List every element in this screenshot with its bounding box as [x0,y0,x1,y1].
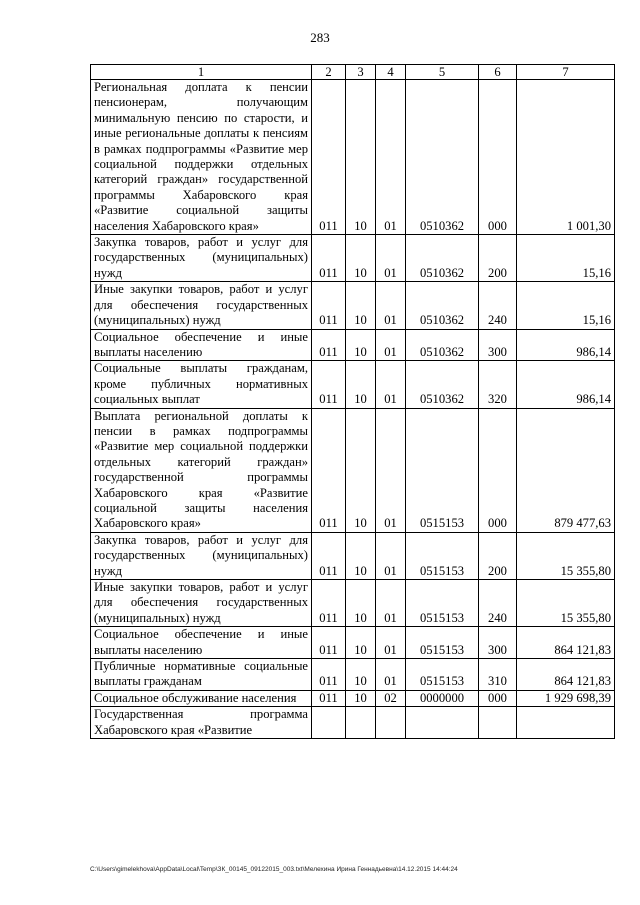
section-code-cell: 10 [346,329,376,361]
ministry-code-cell: 011 [312,329,346,361]
row-name-cell: Социальные выплаты гражданам, кроме публичных нормативных социальных выплат [91,361,312,408]
subsection-code-cell: 01 [376,627,406,659]
ministry-code-cell: 011 [312,408,346,532]
expense-type-cell: 000 [479,80,517,235]
ministry-code-cell: 011 [312,361,346,408]
table-row [91,282,615,329]
amount-cell: 986,14 [517,361,615,408]
expense-type-cell: 000 [479,408,517,532]
subsection-code-cell: 01 [376,329,406,361]
amount-cell: 986,14 [517,329,615,361]
expense-type-cell: 310 [479,659,517,691]
subsection-code-cell: 01 [376,408,406,532]
subsection-code-cell: 01 [376,580,406,627]
file-path-footer: C:\Users\gimelekhova\AppData\Local\Temp\ЗК_00145_09122015_003.txt\Мелехина Ирина Геннадьевна\14.12.2015 14:44:24 [90,866,458,873]
expense-type-cell: 300 [479,627,517,659]
ministry-code-cell: 011 [312,690,346,706]
table-row [91,80,615,235]
expense-type-cell: 000 [479,690,517,706]
table-row [91,580,615,627]
subsection-code-cell: 01 [376,659,406,691]
amount-cell: 15 355,80 [517,580,615,627]
amount-cell: 15,16 [517,282,615,329]
expense-type-cell: 240 [479,580,517,627]
table-row [91,329,615,361]
target-article-cell: 0510362 [406,282,479,329]
header-cell: 1 [91,65,312,80]
table-row [91,690,615,706]
row-name-cell: Публичные нормативные социальные выплаты гражданам [91,659,312,691]
subsection-code-cell [376,707,406,739]
ministry-code-cell [312,707,346,739]
target-article-cell [406,707,479,739]
ministry-code-cell: 011 [312,627,346,659]
header-cell: 5 [406,65,479,80]
subsection-code-cell: 01 [376,532,406,579]
section-code-cell: 10 [346,235,376,282]
ministry-code-cell: 011 [312,580,346,627]
table-row [91,659,615,691]
amount-cell: 15,16 [517,235,615,282]
expense-type-cell: 240 [479,282,517,329]
target-article-cell: 0515153 [406,580,479,627]
row-name-cell: Иные закупки товаров, работ и услуг для обеспечения государственных (муниципальных) нужд [91,580,312,627]
section-code-cell: 10 [346,659,376,691]
target-article-cell: 0510362 [406,80,479,235]
row-name-cell: Государственная программа Хабаровского края «Развитие [91,707,312,739]
table-header-row [91,65,615,80]
table-row [91,361,615,408]
header-cell: 6 [479,65,517,80]
header-cell: 4 [376,65,406,80]
row-name-cell: Социальное обеспечение и иные выплаты населению [91,627,312,659]
section-code-cell: 10 [346,408,376,532]
header-cell: 7 [517,65,615,80]
expense-type-cell: 300 [479,329,517,361]
target-article-cell: 0510362 [406,329,479,361]
amount-cell: 1 929 698,39 [517,690,615,706]
section-code-cell: 10 [346,361,376,408]
table-row [91,627,615,659]
header-cell: 3 [346,65,376,80]
subsection-code-cell: 01 [376,282,406,329]
ministry-code-cell: 011 [312,282,346,329]
table-row [91,532,615,579]
amount-cell: 15 355,80 [517,532,615,579]
subsection-code-cell: 01 [376,80,406,235]
row-name-cell: Иные закупки товаров, работ и услуг для обеспечения государственных (муниципальных) нужд [91,282,312,329]
subsection-code-cell: 01 [376,235,406,282]
ministry-code-cell: 011 [312,235,346,282]
subsection-code-cell: 01 [376,361,406,408]
row-name-cell: Закупка товаров, работ и услуг для государственных (муниципальных) нужд [91,532,312,579]
target-article-cell: 0510362 [406,235,479,282]
amount-cell: 1 001,30 [517,80,615,235]
section-code-cell: 10 [346,80,376,235]
amount-cell: 864 121,83 [517,627,615,659]
table-row [91,235,615,282]
header-cell: 2 [312,65,346,80]
section-code-cell [346,707,376,739]
expense-type-cell: 200 [479,532,517,579]
page-number: 283 [310,30,330,45]
ministry-code-cell: 011 [312,532,346,579]
amount-cell: 864 121,83 [517,659,615,691]
row-name-cell: Региональная доплата к пенсии пенсионерам, получающим минимальную пенсию по старости, и иные региональные доплаты к пенсиям в рамках подпрограммы «Развитие мер социальной поддержки отдельных категорий граждан» государственной программы Хабаровского края «Развитие социальной защиты населения Хабаровского края» [91,80,312,235]
target-article-cell: 0510362 [406,361,479,408]
section-code-cell: 10 [346,532,376,579]
expense-type-cell [479,707,517,739]
target-article-cell: 0515153 [406,408,479,532]
amount-cell: 879 477,63 [517,408,615,532]
ministry-code-cell: 011 [312,80,346,235]
row-name-cell: Социальное обеспечение и иные выплаты населению [91,329,312,361]
section-code-cell: 10 [346,580,376,627]
row-name-cell: Выплата региональной доплаты к пенсии в рамках подпрограммы «Развитие мер социальной поддержки отдельных категорий граждан» государственной программы Хабаровского края «Развитие социальной защиты населения Хабаровского края» [91,408,312,532]
table-row [91,408,615,532]
target-article-cell: 0515153 [406,532,479,579]
row-name-cell: Закупка товаров, работ и услуг для государственных (муниципальных) нужд [91,235,312,282]
ministry-code-cell: 011 [312,659,346,691]
section-code-cell: 10 [346,690,376,706]
amount-cell [517,707,615,739]
budget-table [90,64,615,739]
target-article-cell: 0515153 [406,659,479,691]
subsection-code-cell: 02 [376,690,406,706]
section-code-cell: 10 [346,627,376,659]
table-row [91,707,615,739]
section-code-cell: 10 [346,282,376,329]
row-name-cell: Социальное обслуживание населения [91,690,312,706]
target-article-cell: 0000000 [406,690,479,706]
target-article-cell: 0515153 [406,627,479,659]
expense-type-cell: 320 [479,361,517,408]
expense-type-cell: 200 [479,235,517,282]
